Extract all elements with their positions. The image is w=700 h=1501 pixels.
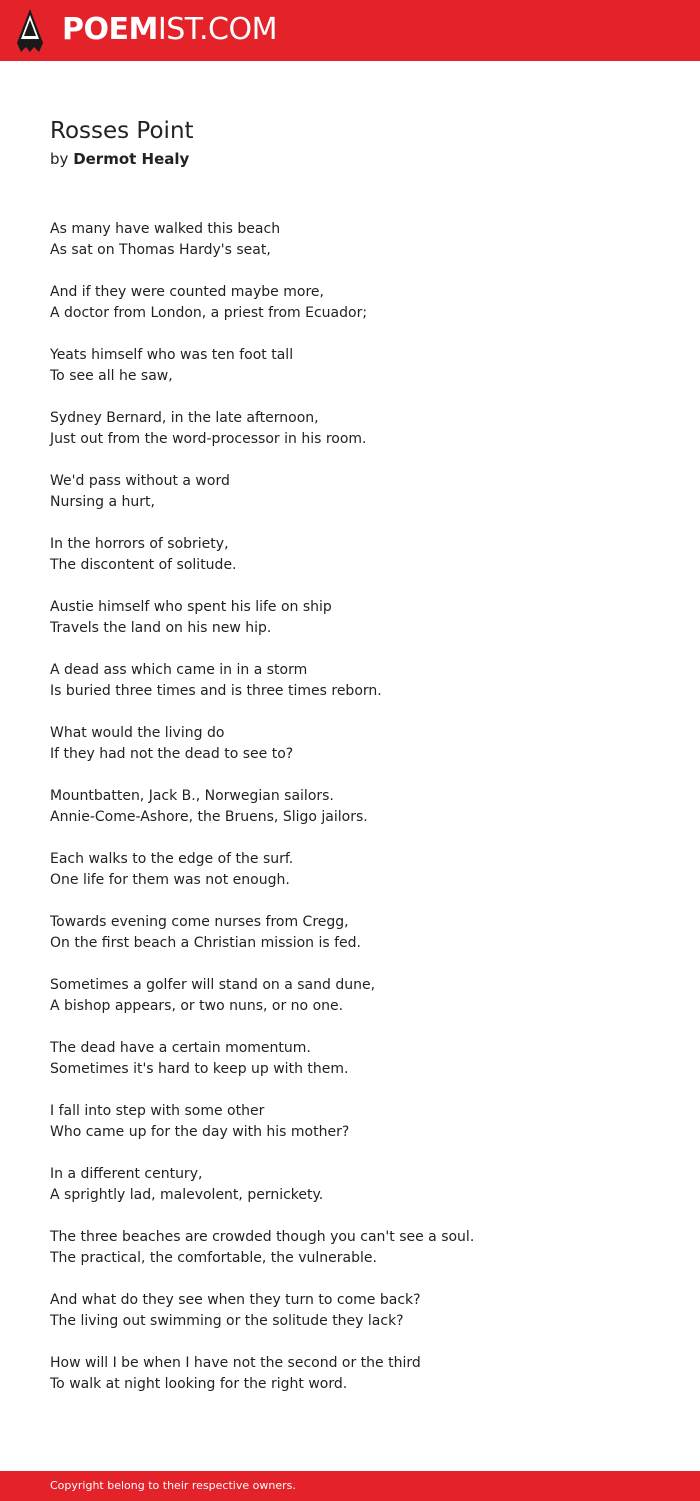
stanza: [50, 975, 670, 1038]
poem-line: Towards evening come nurses from Cregg,: [50, 914, 349, 930]
site-footer: [0, 1471, 700, 1501]
poem-line: A sprightly lad, malevolent, pernickety.: [50, 1187, 324, 1203]
stanza: [50, 1101, 670, 1164]
poem-line: And what do they see when they turn to come back?: [50, 1292, 421, 1308]
poem-line: To walk at night looking for the right word.: [50, 1376, 348, 1392]
by-label: by: [50, 150, 69, 168]
site-header: [0, 0, 700, 61]
poem-line: The dead have a certain momentum.: [50, 1040, 311, 1056]
poem-line: One life for them was not enough.: [50, 872, 290, 888]
stanza: [50, 471, 670, 534]
poem-body: [50, 219, 670, 1416]
poem-line: Is buried three times and is three times reborn.: [50, 683, 382, 699]
poem-line: Nursing a hurt,: [50, 494, 155, 510]
stanza: [50, 1290, 670, 1353]
author-name: Dermot Healy: [73, 150, 190, 168]
poem-line: The discontent of solitude.: [50, 557, 237, 573]
stanza: [50, 408, 670, 471]
poem-line: In the horrors of sobriety,: [50, 536, 229, 552]
stanza: [50, 345, 670, 408]
brand-light: IST.COM: [157, 12, 277, 47]
pencil-icon[interactable]: [17, 9, 43, 52]
poem-line: A doctor from London, a priest from Ecuador;: [50, 305, 368, 321]
poem-line: To see all he saw,: [50, 368, 173, 384]
poem-line: The practical, the comfortable, the vulnerable.: [50, 1250, 377, 1266]
brand-bold: POEM: [62, 12, 158, 47]
stanza: [50, 282, 670, 345]
poem-line: Austie himself who spent his life on ship: [50, 599, 332, 615]
poem-line: Yeats himself who was ten foot tall: [50, 347, 294, 363]
stanza: [50, 1353, 670, 1416]
stanza: [50, 786, 670, 849]
poem-line: Sometimes a golfer will stand on a sand dune,: [50, 977, 376, 993]
stanza: [50, 534, 670, 597]
poem-line: Each walks to the edge of the surf.: [50, 851, 294, 867]
poem-line: If they had not the dead to see to?: [50, 746, 294, 762]
stanza: [50, 219, 670, 282]
poem-line: I fall into step with some other: [50, 1103, 265, 1119]
poem-line: A bishop appears, or two nuns, or no one.: [50, 998, 344, 1014]
stanza: [50, 849, 670, 912]
copyright-text: Copyright belong to their respective owners.: [50, 1479, 296, 1492]
poem-line: The three beaches are crowded though you can't see a soul.: [50, 1229, 475, 1245]
stanza: [50, 1038, 670, 1101]
poem-line: How will I be when I have not the second or the third: [50, 1355, 421, 1371]
stanza: [50, 723, 670, 786]
poem-line: In a different century,: [50, 1166, 203, 1182]
stanza: [50, 597, 670, 660]
poem-line: Sydney Bernard, in the late afternoon,: [50, 410, 319, 426]
poem-line: On the first beach a Christian mission is fed.: [50, 935, 361, 951]
stanza: [50, 912, 670, 975]
poem-line: As sat on Thomas Hardy's seat,: [50, 242, 271, 258]
poem-line: What would the living do: [50, 725, 225, 741]
poem-line: As many have walked this beach: [50, 221, 281, 237]
poem-line: We'd pass without a word: [50, 473, 230, 489]
site-logo[interactable]: [62, 12, 277, 48]
poem-line: Sometimes it's hard to keep up with them.: [50, 1061, 349, 1077]
poem-line: Travels the land on his new hip.: [50, 620, 272, 636]
poem-line: The living out swimming or the solitude they lack?: [50, 1313, 404, 1329]
poem-line: Just out from the word-processor in his room.: [50, 431, 367, 447]
poem-line: And if they were counted maybe more,: [50, 284, 324, 300]
stanza: [50, 660, 670, 723]
poem-line: A dead ass which came in in a storm: [50, 662, 308, 678]
poem-title: Rosses Point: [50, 118, 194, 144]
poem-line: Annie-Come-Ashore, the Bruens, Sligo jailors.: [50, 809, 368, 825]
poem-line: Mountbatten, Jack B., Norwegian sailors.: [50, 788, 334, 804]
stanza: [50, 1164, 670, 1227]
stanza: [50, 1227, 670, 1290]
poem-line: Who came up for the day with his mother?: [50, 1124, 350, 1140]
byline: [50, 149, 189, 169]
